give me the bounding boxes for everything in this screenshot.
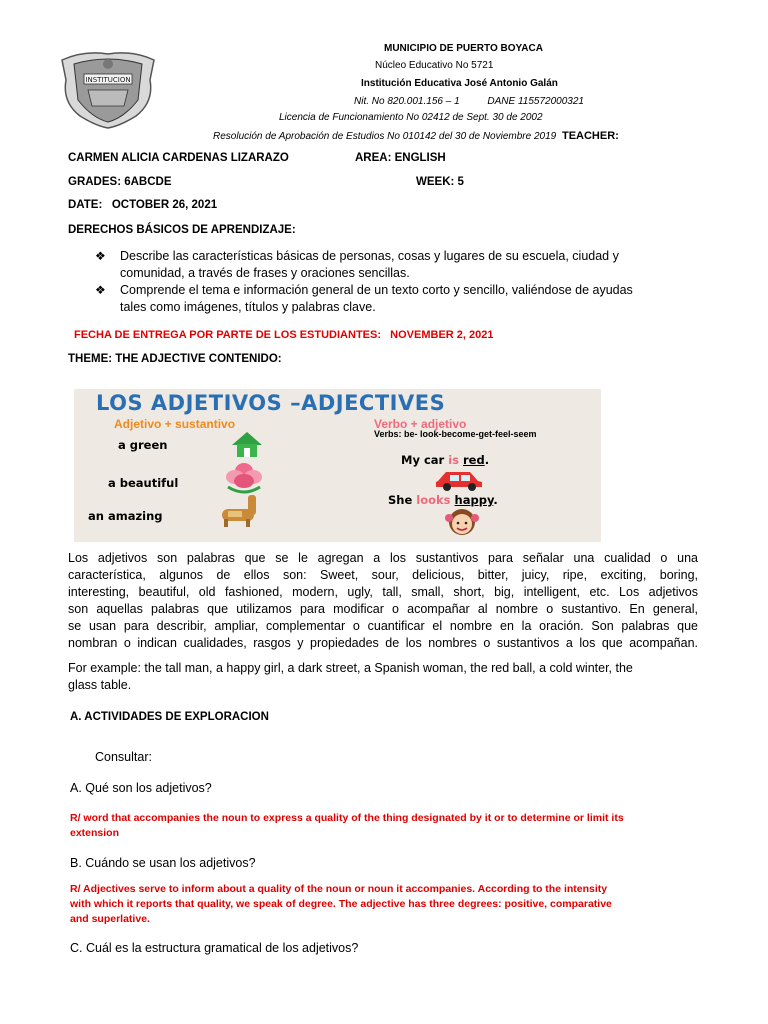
paragraph-line: característica, algunos de ellos son: Sweet, sour, delicious, bitter, juicy, ripe, exciting, boring, [68, 568, 698, 582]
svg-text:INSTITUCION: INSTITUCION [85, 76, 131, 84]
area-label: AREA: ENGLISH [355, 152, 446, 164]
answer-a-line: R/ word that accompanies the noun to express a quality of the thing designated by it or to determine or limit its [70, 812, 624, 824]
license-line: Licencia de Funcionamiento No 02412 de Sept. 30 de 2002 [279, 112, 543, 123]
question-b: B. Cuándo se usan los adjetivos? [70, 856, 256, 870]
answer-b-line: with which it reports that quality, we speak of degree. The adjective has three degrees: positive, comparative [70, 898, 612, 910]
sentence-2-start: She [388, 493, 417, 507]
sentence-my-car-is-red [401, 453, 489, 467]
flower-icon [224, 461, 264, 497]
answer-b-line: R/ Adjectives serve to inform about a quality of the noun or noun it accompanies. According to the intensity [70, 883, 608, 895]
infographic-right-header: Verbo + adjetivo [374, 417, 467, 431]
question-a: A. Qué son los adjetivos? [70, 781, 212, 795]
institution-name: Institución Educativa José Antonio Galán [361, 78, 558, 89]
date-label: DATE: OCTOBER 26, 2021 [68, 199, 218, 211]
infographic-left-header: Adjetivo + sustantivo [114, 417, 236, 431]
bullet-diamond-icon: ❖ [95, 283, 106, 297]
sentence-1-verb: is [448, 453, 459, 467]
happy-girl-icon [444, 504, 480, 540]
llama-icon [216, 493, 268, 529]
answer-b [70, 882, 612, 927]
example-an-amazing: an amazing [88, 509, 163, 523]
bullet-2-line-2: tales como imágenes, títulos y palabras clave. [120, 300, 376, 314]
example-a-green: a green [118, 438, 168, 452]
week-label: WEEK: 5 [416, 176, 464, 188]
bullet-1-line-1: Describe las características básicas de personas, cosas y lugares de su escuela, ciudad y [120, 249, 619, 263]
municipio-heading: MUNICIPIO DE PUERTO BOYACA [384, 43, 543, 54]
bullet-2-line-1: Comprende el tema e información general de un texto corto y sencillo, valiéndose de ayudas [120, 283, 633, 297]
section-a-heading: A. ACTIVIDADES DE EXPLORACION [70, 711, 269, 723]
paragraph-line: se usan para describir, ampliar, complementar o cuantificar el nombre en la oración. Son palabras que [68, 619, 698, 633]
example-line: For example: the tall man, a happy girl, a dark street, a Spanish woman, the red ball, a cold winter, the [68, 661, 633, 675]
paragraph-line: nombran o indican cualidades, rasgos y propiedades de los nombres o sustantivos a los que acompañan. [68, 636, 698, 650]
sentence-2-end: . [493, 493, 498, 507]
resolution-line [213, 130, 619, 142]
nit-dane-line: Nit. No 820.001.156 – 1 DANE 115572000321 [354, 96, 584, 107]
sentence-2-verb: looks [416, 493, 451, 507]
answer-b-line: and superlative. [70, 913, 150, 925]
example-a-beautiful: a beautiful [108, 476, 179, 490]
teacher-label: TEACHER: [561, 130, 619, 142]
bullet-diamond-icon: ❖ [95, 249, 106, 263]
infographic-verbs: Verbs: be- look-become-get-feel-seem [374, 429, 537, 439]
example-line: glass table. [68, 678, 132, 692]
red-car-icon [434, 467, 486, 491]
sentence-she-looks-happy [388, 493, 498, 507]
nucleo-line: Núcleo Educativo No 5721 [375, 60, 494, 71]
paragraph-line: Los adjetivos son palabras que se le agregan a los sustantivos para señalar una cualidad o una [68, 551, 698, 565]
grades-label: GRADES: 6ABCDE [68, 176, 172, 188]
question-c: C. Cuál es la estructura gramatical de los adjetivos? [70, 941, 359, 955]
school-crest-logo [54, 40, 162, 130]
adjectives-paragraph [68, 550, 698, 652]
adjectives-infographic [74, 389, 601, 542]
paragraph-line: interesting, beautiful, old fashioned, modern, ugly, tall, small, short, big, intelligent, etc. Los adjetivos [68, 585, 698, 599]
sentence-1-start: My car [401, 453, 449, 467]
infographic-title: LOS ADJETIVOS –ADJECTIVES [96, 391, 446, 415]
example-sentence [68, 660, 698, 694]
answer-a-line: extension [70, 827, 120, 839]
teacher-name: CARMEN ALICIA CARDENAS LIZARAZO [68, 152, 289, 164]
consultar-label: Consultar: [95, 750, 152, 764]
dba-title: DERECHOS BÁSICOS DE APRENDIZAJE: [68, 224, 296, 236]
paragraph-line: son aquellas palabras que utilizamos para modificar o acompañar al nombre o sustantivo. En general, [68, 602, 698, 616]
deadline-line: FECHA DE ENTREGA POR PARTE DE LOS ESTUDIANTES: NOVEMBER 2, 2021 [74, 329, 494, 341]
bullet-1-line-2: comunidad, a través de frases y oraciones sencillas. [120, 266, 410, 280]
house-icon [230, 430, 264, 458]
sentence-1-adjective: red [463, 453, 485, 467]
sentence-1-end: . [484, 453, 490, 467]
sentence-2-adjective: happy [454, 493, 494, 507]
resolution-text: Resolución de Aprobación de Estudios No 010142 del 30 de Noviembre 2019 [213, 131, 557, 142]
answer-a [70, 811, 624, 841]
theme-line: THEME: THE ADJECTIVE CONTENIDO: [68, 353, 282, 365]
